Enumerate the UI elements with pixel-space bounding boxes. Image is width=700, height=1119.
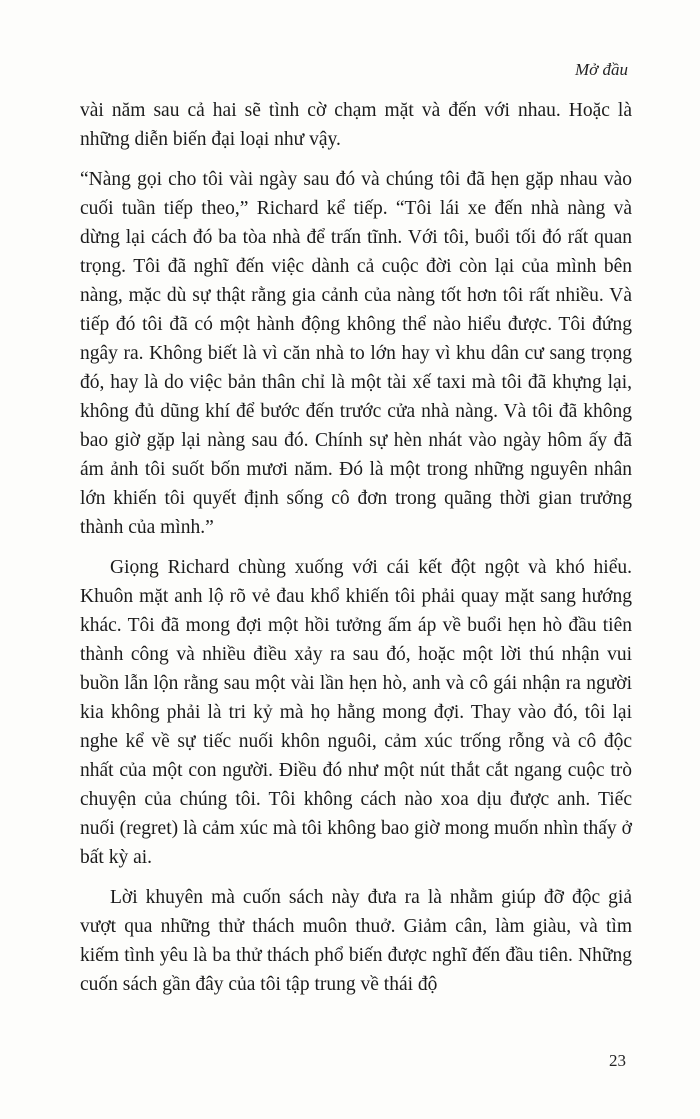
paragraph: Lời khuyên mà cuốn sách này đưa ra là nhằm giúp đỡ độc giả vượt qua những thử thách muôn thuở. Giảm cân, làm giàu, và tìm kiếm tình yêu là ba thử thách phổ biến được nghĩ đến đầu tiên. Những cuốn sách gần đây của tôi tập trung về thái độ bbox=[80, 887, 632, 995]
paragraph: “Nàng gọi cho tôi vài ngày sau đó và chúng tôi đã hẹn gặp nhau vào cuối tuần tiếp theo,” Richard kể tiếp. “Tôi lái xe đến nhà nàng và dừng lại cách đó ba tòa nhà để trấn tĩnh. Với tôi, buổi tối đó rất quan trọng. Tôi đã nghĩ đến việc dành cả cuộc đời còn lại của mình bên nàng, mặc dù sự thật rằng gia cảnh của nàng tốt hơn tôi rất nhiều. Và tiếp đó tôi đã có một hành động không thể nào hiểu được. Tôi đứng ngây ra. Không biết là vì căn nhà to lớn hay vì khu dân cư sang trọng đó, hay là do việc bản thân chỉ là một tài xế taxi mà tôi đã khựng lại, không đủ dũng khí để bước đến trước cửa nhà nàng. Và tôi đã không bao giờ gặp lại nàng sau đó. Chính sự hèn nhát vào ngày hôm ấy đã ám ảnh tôi suốt bốn mươi năm. Đó là một trong những nguyên nhân lớn khiến tôi quyết định sống cô đơn trong quãng thời gian trưởng thành của mình.” bbox=[80, 169, 632, 538]
paragraph: vài năm sau cả hai sẽ tình cờ chạm mặt và đến với nhau. Hoặc là những diễn biến đại loại như vậy. bbox=[80, 100, 632, 150]
page-body bbox=[80, 96, 632, 1010]
running-header: Mở đầu bbox=[575, 60, 628, 79]
page-number: 23 bbox=[609, 1051, 626, 1070]
paragraph: Giọng Richard chùng xuống với cái kết đột ngột và khó hiểu. Khuôn mặt anh lộ rõ vẻ đau khổ khiến tôi phải quay mặt sang hướng khác. Tôi đã mong đợi một hồi tưởng ấm áp về buổi hẹn hò đầu tiên thành công và nhiều điều xảy ra sau đó, hoặc một lời thú nhận vui buồn lẫn lộn rằng sau một vài lần hẹn hò, anh và cô gái nhận ra người kia không phải là tri kỷ mà họ hằng mong đợi. Thay vào đó, tôi lại nghe kể về sự tiếc nuối khôn nguôi, cảm xúc trống rỗng và cô độc nhất của một con người. Điều đó như một nút thắt cắt ngang cuộc trò chuyện của chúng tôi. Tôi không cách nào xoa dịu được anh. Tiếc nuối (regret) là cảm xúc mà tôi không bao giờ mong muốn nhìn thấy ở bất kỳ ai. bbox=[80, 557, 632, 868]
